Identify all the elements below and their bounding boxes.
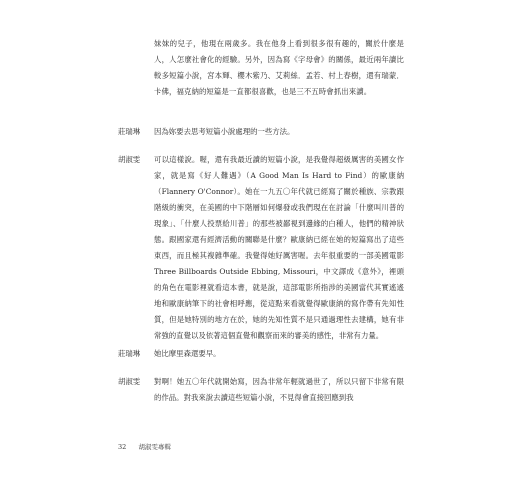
page-footer	[118, 442, 171, 451]
speaker-name: 胡淑雯	[118, 377, 141, 386]
opening-paragraph: 妹妹的兒子，他現在兩歲多。我在他身上看到很多很有趣的，關於什麼是人，人怎麼社會化的經驗。另外，因為寫《字母會》的關係，最近兩年讀比較多短篇小說，宮本輝、櫻木紫乃、艾莉絲．孟若、村上春樹，還有瑞蒙．卡佛，福克納的短篇是一直都很喜歡，也是三不五時會抓出來讀。	[154, 39, 404, 96]
dialogue-text: 對啊！她五〇年代就開始寫，因為非常年輕就過世了，所以只留下非常有限的作品。對我來說去讀這些短篇小說，不見得會直接回應到我	[154, 377, 404, 402]
dialogue-text: 她比摩里森還要早。	[154, 349, 221, 358]
running-title: 胡淑雯專輯	[138, 443, 171, 451]
page-number: 32	[118, 443, 127, 451]
speaker-name: 莊瑞琳	[118, 349, 141, 358]
speaker-name: 莊瑞琳	[118, 127, 141, 136]
speaker-name: 胡淑雯	[118, 155, 141, 164]
dialogue-text: 因為妳要去思考短篇小說處理的一些方法。	[154, 127, 295, 136]
dialogue-text: 可以這樣說。喔，還有我最近讀的短篇小說，是我覺得超級厲害的美國女作家，就是寫《好人難遇》（A Good Man Is Hard to Find）的歐康納（Flannery O'Connor）。她在一九五〇年代就已經寫了關於種族、宗教跟階級的衝突，在美國的中下階層如何爆發或我們現在在討論「什麼叫川普的現象」、「什麼人投票給川普」的那些被鄙視到邊緣的白種人，他們的精神狀態。跟國家還有經濟活動的關聯是什麼？歐康納已經在她的短篇寫出了這些東西，而且極其複雜準確。我覺得她好厲害喔。去年很重要的一部美國電影 Three Billboards Outside Ebbing, Missouri，中文譯成《意外》，裡頭的角色在電影裡就看這本書，就是說，這部電影所指涉的美國當代其實遙遙地和歐康納筆下的社會相呼應，從這點來看就覺得歐康納的寫作帶有先知性質，但是她特別的地方在於，她的先知性質不是只通過理性去建構，她有非常強的直覺以及依著這個直覺和觀察而來的審美的感性，非常有力量。	[154, 155, 404, 340]
